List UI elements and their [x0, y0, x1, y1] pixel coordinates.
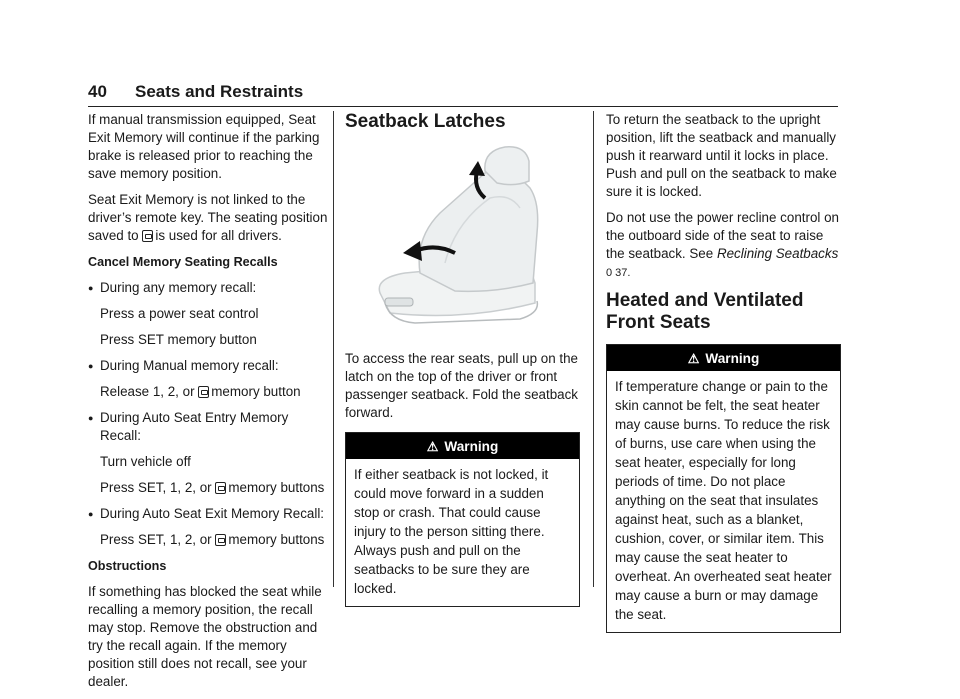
warning-text: If temperature change or pain to the skin cannot be felt, the seat heater may cause burns. To reduce the risk of burns, use care when using the seat heater, especially for long periods of time. Do not place anything on the seat that insulates against heat, such as a blanket, cushion, cover, or similar item. This may cause the seat heater to overheat. An overheated seat heater may cause a burn or may damage the seat. [615, 379, 832, 622]
cross-reference-link[interactable]: Reclining Seatbacks [716, 246, 839, 261]
list-subitem: Press SET memory button [100, 332, 257, 347]
paragraph: Do not use the power recline control on the outboard side of the seat to raise the seatback. See Reclining Seatbacks 0 37. [606, 210, 839, 279]
list-subitem: Turn vehicle off [100, 454, 191, 469]
memory-button-icon [142, 230, 153, 242]
warning-icon: ⚠ [687, 351, 700, 366]
bullet-icon: ● [88, 413, 94, 423]
memory-button-icon [215, 482, 226, 494]
bullet-icon: ● [88, 283, 94, 293]
list-item: ● During Manual memory recall: [88, 358, 279, 373]
subheading: Cancel Memory Seating Recalls [88, 255, 278, 269]
list-subitem: Press SET, 1, 2, or memory buttons [100, 480, 325, 495]
list-item: ● During Auto Seat Exit Memory Recall: [88, 506, 325, 521]
section-heading: Seatback Latches [345, 111, 506, 132]
warning-text: If either seatback is not locked, it could move forward in a sudden stop or crash. That could cause injury to the person sitting there. Always push and pull on the seatbacks to be sure they are locked. [354, 467, 549, 596]
section-title: Seats and Restraints [135, 82, 304, 101]
column-divider [333, 111, 334, 587]
warning-icon: ⚠ [426, 439, 439, 454]
list-subitem: Press a power seat control [100, 306, 259, 321]
paragraph: If something has blocked the seat while recalling a memory position, the recall may stop. Remove the obstruction and try the recall again. If the memory position still does not recall, see your dealer. [88, 584, 322, 689]
page-header [88, 80, 838, 107]
warning-box [345, 432, 580, 607]
paragraph: To return the seatback to the upright position, lift the seatback and manually push it rearward until it locks in place. Push and pull on the seatback to make sure it is locked. [606, 112, 837, 199]
list-subitem: Release 1, 2, or memory button [100, 384, 301, 399]
warning-header: ⚠ Warning [346, 433, 579, 459]
paragraph: To access the rear seats, pull up on the latch on the top of the driver or front passenger seatback. Fold the seatback forward. [345, 351, 578, 420]
warning-header: ⚠ Warning [607, 345, 840, 371]
column-middle [345, 111, 580, 617]
section-heading: Heated and Ventilated Front Seats [606, 290, 804, 333]
page-reference: 0 37. [606, 267, 631, 279]
list-subitem: Press SET, 1, 2, or memory buttons [100, 532, 325, 547]
column-divider [593, 111, 594, 587]
memory-button-icon [198, 386, 209, 398]
memory-button-icon [215, 534, 226, 546]
warning-box [606, 344, 841, 633]
list-item: ● During Auto Seat Entry Memory Recall: [88, 410, 289, 443]
paragraph: Seat Exit Memory is not linked to the driver’s remote key. The seating position saved to is used for all drivers. [88, 192, 328, 243]
bullet-icon: ● [88, 509, 94, 519]
paragraph: If manual transmission equipped, Seat Exit Memory will continue if the parking brake is released prior to reaching the save memory position. [88, 112, 320, 181]
list-item: ● During any memory recall: [88, 280, 257, 295]
seatback-latch-illustration [345, 143, 575, 333]
subheading: Obstructions [88, 559, 167, 573]
page-number: 40 [88, 82, 107, 101]
column-right [606, 111, 841, 643]
bullet-icon: ● [88, 361, 94, 371]
column-left [88, 111, 328, 699]
